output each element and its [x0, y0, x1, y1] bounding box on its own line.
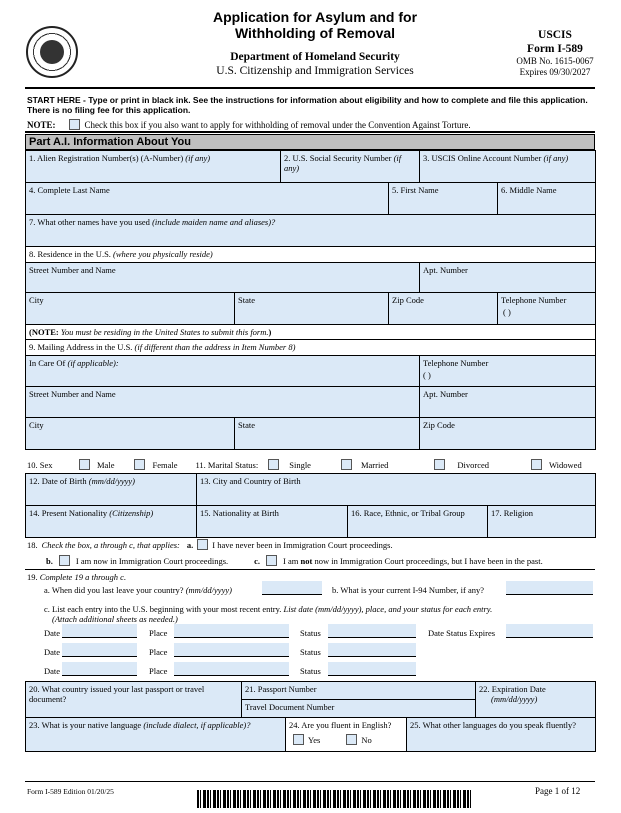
birth-nationality-field[interactable]: 15. Nationality at Birth — [197, 506, 348, 538]
mailing-city-field[interactable]: City — [26, 418, 235, 450]
entry1-status-input[interactable] — [328, 624, 416, 638]
form-title: Application for Asylum and for Withholding of Removal — [212, 9, 418, 41]
residence-heading: 8. Residence in the U.S. (where you physically reside) — [26, 247, 596, 263]
no-checkbox[interactable] — [346, 734, 357, 745]
a-number-field[interactable]: 1. Alien Registration Number(s) (A-Number) (if any) — [26, 151, 281, 183]
entry1-date-input[interactable] — [62, 624, 137, 638]
entry2-status-label: Status — [300, 647, 321, 657]
court-row-bc: b. I am now in Immigration Court proceedings. c. I am not now in Immigration Court proceedings, but I have been in the past. — [46, 555, 543, 566]
birthplace-field[interactable]: 13. City and Country of Birth — [197, 474, 596, 506]
residence-zip-field[interactable]: Zip Code — [389, 293, 498, 325]
start-here-text: START HERE - Type or print in black ink. See the instructions for information about eligibility and how to complete and file this application. There is no filing fee for this application. — [27, 95, 588, 115]
cat-checkbox[interactable] — [69, 119, 80, 130]
passport-number-field[interactable]: 21. Passport Number — [242, 682, 476, 700]
residence-apt-field[interactable]: Apt. Number — [420, 263, 596, 293]
entry2-place-input[interactable] — [174, 643, 289, 657]
female-checkbox[interactable] — [134, 459, 145, 470]
form-edition: Form I-589 Edition 01/20/25 — [27, 787, 114, 796]
court-c-checkbox[interactable] — [266, 555, 277, 566]
male-checkbox[interactable] — [79, 459, 90, 470]
sex-marital-row: 10. Sex Male Female 11. Marital Status: Single Married Divorced Widowed — [27, 459, 582, 470]
ethnic-group-field[interactable]: 16. Race, Ethnic, or Tribal Group — [348, 506, 488, 538]
mailing-heading: 9. Mailing Address in the U.S. (if different than the address in Item Number 8) — [26, 340, 596, 356]
single-checkbox[interactable] — [268, 459, 279, 470]
ssn-field[interactable]: 2. U.S. Social Security Number (if any) — [281, 151, 420, 183]
dhs-seal-logo — [26, 26, 78, 78]
expiration-date-field[interactable]: 22. Expiration Date (mm/dd/yyyy) — [476, 682, 596, 718]
entries-heading: 19. Complete 19 a through c. — [27, 572, 127, 582]
i94-label: b. What is your current I-94 Number, if any? — [332, 585, 484, 595]
left-country-date-input[interactable] — [262, 581, 322, 595]
court-b-checkbox[interactable] — [59, 555, 70, 566]
religion-field[interactable]: 17. Religion — [488, 506, 596, 538]
residence-state-field[interactable]: State — [235, 293, 389, 325]
dob-field[interactable]: 12. Date of Birth (mm/dd/yyyy) — [26, 474, 197, 506]
mailing-apt-field[interactable]: Apt. Number — [420, 387, 596, 418]
court-row-a: 18. Check the box, a through c, that applies: a. I have never been in Immigration Court proceedings. — [27, 539, 393, 550]
department-name: Department of Homeland Security — [230, 51, 400, 63]
english-fluency-field: 24. Are you fluent in English? Yes No — [286, 718, 407, 752]
status-expires-input[interactable] — [506, 624, 593, 638]
entry3-place-input[interactable] — [174, 662, 289, 676]
residence-street-field[interactable]: Street Number and Name — [26, 263, 420, 293]
native-language-field[interactable]: 23. What is your native language (include dialect, if applicable)? — [26, 718, 286, 752]
mailing-state-field[interactable]: State — [235, 418, 420, 450]
rows-1-6 — [25, 150, 596, 450]
left-country-label: a. When did you last leave your country? (mm/dd/yyyy) — [44, 585, 232, 595]
other-languages-field[interactable]: 25. What other languages do you speak fluently? — [407, 718, 596, 752]
omb-info: OMB No. 1615-0067 Expires 09/30/2027 — [516, 56, 594, 77]
mailing-phone-field[interactable]: Telephone Number ( ) — [420, 356, 596, 387]
residence-city-field[interactable]: City — [26, 293, 235, 325]
first-name-field[interactable]: 5. First Name — [389, 183, 498, 215]
entry-list-label: c. List each entry into the U.S. beginning with your most recent entry. List date (mm/dd/yyyy), place, and your status for each entry. (Attach additional sheets as needed.) — [44, 604, 493, 624]
entry2-status-input[interactable] — [328, 643, 416, 657]
uscis-account-field[interactable]: 3. USCIS Online Account Number (if any) — [420, 151, 596, 183]
passport-country-field[interactable]: 20. What country issued your last passport or travel document? — [26, 682, 242, 718]
note-row: NOTE: Check this box if you also want to apply for withholding of removal under the Convention Against Torture. — [27, 119, 471, 130]
entry3-status-label: Status — [300, 666, 321, 676]
form-id: USCIS Form I-589 — [527, 29, 583, 55]
rows-12-17 — [25, 473, 596, 538]
rows-20-25 — [25, 681, 596, 752]
divorced-checkbox[interactable] — [434, 459, 445, 470]
i94-input[interactable] — [506, 581, 593, 595]
barcode — [197, 790, 472, 808]
entry3-status-input[interactable] — [328, 662, 416, 676]
other-names-field[interactable]: 7. What other names have you used (include maiden name and aliases)? — [26, 215, 596, 247]
present-nationality-field[interactable]: 14. Present Nationality (Citizenship) — [26, 506, 197, 538]
residence-note: (NOTE: You must be residing in the United States to submit this form.) — [26, 325, 596, 340]
entry3-place-label: Place — [149, 666, 168, 676]
widowed-checkbox[interactable] — [531, 459, 542, 470]
divider — [25, 87, 595, 89]
divider — [25, 781, 595, 782]
agency-name: U.S. Citizenship and Immigration Services — [216, 65, 414, 77]
entry2-date-input[interactable] — [62, 643, 137, 657]
entry1-status-label: Status — [300, 628, 321, 638]
care-of-field[interactable]: In Care Of (if applicable): — [26, 356, 420, 387]
entry3-date-label: Date — [44, 666, 61, 676]
entry1-place-label: Place — [149, 628, 168, 638]
entry1-date-label: Date — [44, 628, 61, 638]
married-checkbox[interactable] — [341, 459, 352, 470]
entry1-place-input[interactable] — [174, 624, 289, 638]
yes-checkbox[interactable] — [293, 734, 304, 745]
page-number: Page 1 of 12 — [535, 786, 581, 796]
entry2-date-label: Date — [44, 647, 61, 657]
middle-name-field[interactable]: 6. Middle Name — [498, 183, 596, 215]
entry3-date-input[interactable] — [62, 662, 137, 676]
mailing-street-field[interactable]: Street Number and Name — [26, 387, 420, 418]
part-heading: Part A.I. Information About You — [25, 134, 595, 150]
travel-doc-number-field[interactable]: Travel Document Number — [242, 700, 476, 718]
residence-phone-field[interactable]: Telephone Number ( ) — [498, 293, 596, 325]
last-name-field[interactable]: 4. Complete Last Name — [26, 183, 389, 215]
entry2-place-label: Place — [149, 647, 168, 657]
status-expires-label: Date Status Expires — [428, 628, 496, 638]
mailing-zip-field[interactable]: Zip Code — [420, 418, 596, 450]
divider — [25, 569, 595, 570]
court-a-checkbox[interactable] — [197, 539, 208, 550]
divider — [25, 131, 595, 133]
